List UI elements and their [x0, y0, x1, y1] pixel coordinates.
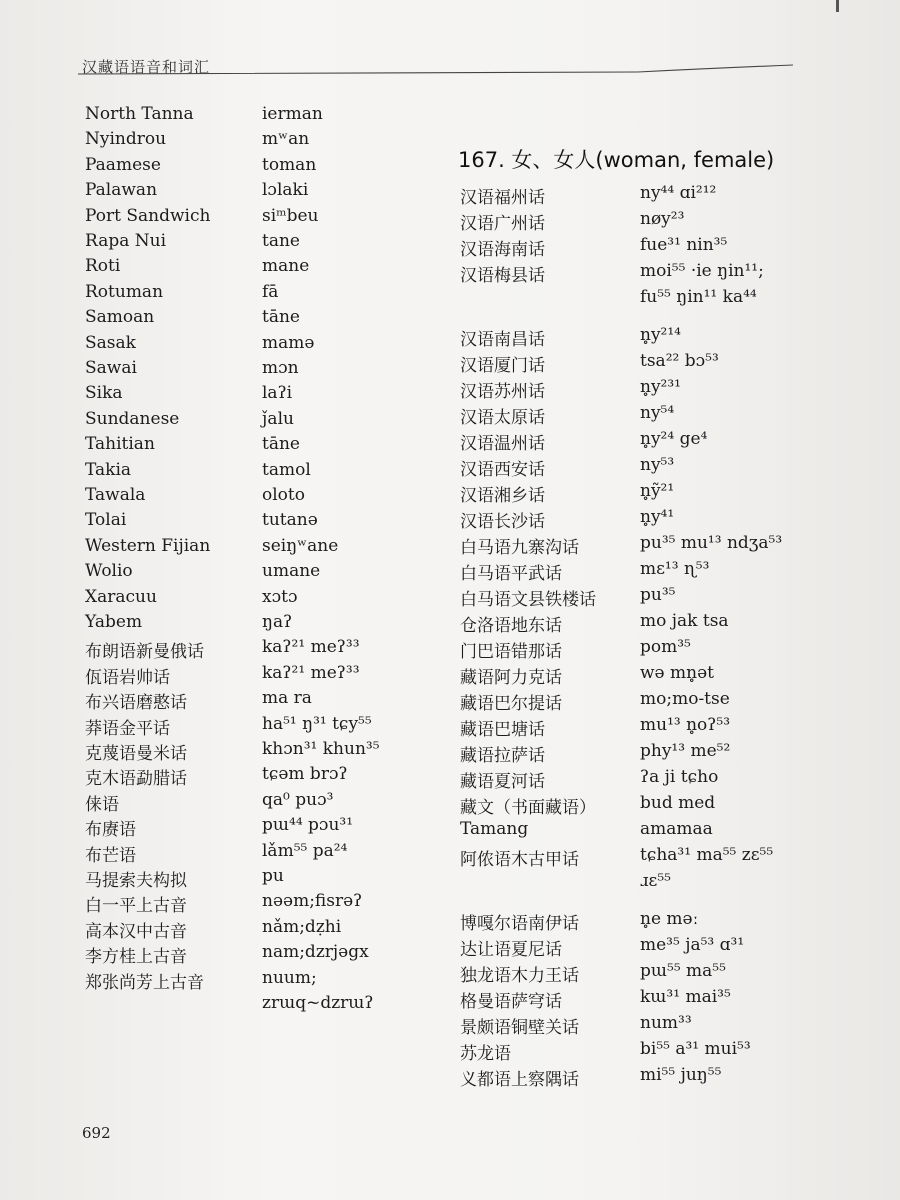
word-form: wə mn̥ət [640, 663, 714, 683]
language-name: 博嘎尔语南伊话 [460, 914, 579, 934]
running-head: 汉藏语语音和词汇 [82, 58, 211, 76]
section-title: 167. 女、女人(woman, female) [458, 148, 775, 172]
word-form: tɕha³¹ ma⁵⁵ zɛ⁵⁵ [640, 845, 774, 865]
word-form: mamə [262, 332, 315, 353]
language-name: Tahitian [85, 434, 155, 455]
word-form: ha⁵¹ ŋ³¹ tɕy⁵⁵ [262, 713, 372, 734]
word-form: mo jak tsa [640, 611, 729, 631]
word-form: mɛ¹³ ɳ⁵³ [640, 559, 710, 579]
language-name: Sundanese [85, 408, 180, 429]
language-name: 门巴语错那话 [460, 642, 562, 662]
word-form: ma ra [262, 688, 312, 709]
language-name: 景颇语铜壁关话 [460, 1018, 579, 1038]
language-name: 白马语九寨沟话 [460, 538, 579, 558]
language-name: 藏语巴尔提话 [460, 694, 562, 714]
page-edge-mark [836, 0, 839, 12]
language-name: 郑张尚芳上古音 [85, 972, 204, 993]
word-form: lɔlaki [262, 180, 309, 201]
language-name: Takia [85, 459, 132, 480]
word-form: nøy²³ [640, 209, 685, 229]
word-form: n̥y²³¹ [640, 377, 681, 397]
word-form: ŋaʔ [262, 612, 293, 632]
word-form: pu³⁵ mu¹³ ndʒa⁵³ [640, 533, 783, 553]
word-form: n̥ỹ²¹ [640, 481, 675, 501]
language-name: 汉语苏州话 [460, 382, 545, 402]
word-form: ny⁵⁴ [640, 403, 675, 423]
word-form: mu¹³ n̥oʔ⁵³ [640, 715, 731, 735]
language-name: 克木语勐腊话 [85, 769, 187, 790]
header-rule [78, 64, 793, 76]
language-name: 俫语 [85, 794, 119, 815]
language-name: 阿侬语木古甲话 [460, 850, 579, 870]
language-name: 格曼语萨穹话 [460, 992, 562, 1012]
word-form: toman [262, 154, 317, 175]
language-name: 白马语文县铁楼话 [460, 590, 596, 610]
word-form: ny⁴⁴ ɑi²¹² [640, 183, 717, 203]
word-form: laʔi [262, 383, 293, 404]
language-name: Port Sandwich [85, 205, 211, 226]
language-name: 汉语梅县话 [460, 266, 545, 286]
word-form: phy¹³ me⁵² [640, 741, 731, 761]
word-form: bi⁵⁵ a³¹ mui⁵³ [640, 1039, 751, 1059]
word-form: nǎm;dẓhi [262, 916, 342, 937]
language-name: 仓洛语地东话 [460, 616, 562, 636]
word-form: nam;dzrjəgx [262, 942, 369, 963]
language-name: 汉语长沙话 [460, 512, 545, 532]
word-form: pɯ⁵⁵ ma⁵⁵ [640, 961, 726, 981]
language-name: 白马语平武话 [460, 564, 562, 584]
word-form: umane [262, 561, 321, 582]
word-form: tsa²² bɔ⁵³ [640, 351, 719, 371]
language-name: 布赓语 [85, 820, 136, 841]
word-form: fā [262, 281, 279, 302]
language-name: Sawai [85, 358, 137, 378]
language-name: 汉语温州话 [460, 434, 545, 454]
word-form: kɯ³¹ mai³⁵ [640, 987, 731, 1007]
language-name: 布朗语新曼俄话 [85, 642, 204, 663]
language-name: 苏龙语 [460, 1044, 511, 1064]
word-form: kaʔ²¹ meʔ³³ [262, 662, 360, 683]
word-form: zrɯq~dzrɯʔ [262, 993, 374, 1013]
page-number: 692 [82, 1124, 111, 1142]
word-form: siᵐbeu [262, 205, 319, 226]
language-name: Paamese [85, 154, 161, 175]
word-form: oloto [262, 485, 305, 505]
language-name: 藏语巴塘话 [460, 720, 545, 740]
language-name: Sika [85, 383, 123, 404]
word-form: tutanə [262, 510, 318, 531]
language-name: 藏语阿力克话 [460, 668, 562, 688]
word-form: xɔtɔ [262, 586, 298, 607]
word-form: amamaa [640, 819, 713, 839]
language-name: 义都语上察隅话 [460, 1070, 579, 1090]
language-name: Sasak [85, 332, 136, 353]
word-form: khɔn³¹ khun³⁵ [262, 739, 380, 759]
language-name: 克蔑语曼米话 [85, 744, 187, 764]
language-name: 布兴语磨憨话 [85, 693, 187, 714]
word-form: tāne [262, 307, 300, 328]
language-name: Tamang [460, 819, 529, 839]
language-name: 达让语夏尼话 [460, 940, 562, 960]
word-form: pu [262, 866, 284, 886]
language-name: Nyindrou [85, 129, 167, 150]
language-name: 汉语湘乡话 [460, 486, 545, 506]
language-name: 汉语太原话 [460, 408, 545, 428]
word-form: kaʔ²¹ meʔ³³ [262, 637, 360, 658]
language-name: 汉语福州话 [460, 188, 545, 208]
word-form: fu⁵⁵ ŋin¹¹ ka⁴⁴ [640, 287, 757, 307]
language-name: 独龙语木力王话 [460, 966, 579, 986]
word-form: n̥y²¹⁴ [640, 325, 681, 345]
language-name: 汉语海南话 [460, 240, 545, 260]
word-form: ʔa ji tɕho [640, 767, 719, 787]
language-name: 汉语广州话 [460, 214, 545, 234]
language-name: 李方桂上古音 [85, 947, 187, 968]
word-form: pu³⁵ [640, 585, 676, 605]
language-name: 白一平上古音 [85, 896, 187, 917]
language-name: Palawan [85, 180, 158, 201]
language-name: 汉语厦门话 [460, 356, 545, 376]
word-form: pom³⁵ [640, 637, 691, 657]
word-form: bud med [640, 793, 716, 813]
language-name: 莽语金平话 [85, 718, 170, 739]
word-form: pɯ⁴⁴ pɔu³¹ [262, 815, 354, 836]
word-form: num³³ [640, 1013, 692, 1033]
word-form: tane [262, 231, 300, 251]
language-name: 汉语西安话 [460, 460, 545, 480]
word-form: ɹɛ⁵⁵ [640, 871, 671, 891]
language-name: 藏语夏河话 [460, 772, 545, 792]
word-form: fue³¹ nin³⁵ [640, 235, 728, 255]
language-name: Tolai [85, 510, 127, 531]
word-form: qa⁰ puɔ³ [262, 789, 334, 810]
language-name: Samoan [85, 307, 155, 328]
word-form: n̥y²⁴ ge⁴ [640, 429, 708, 449]
language-name: 佤语岩帅话 [85, 667, 170, 688]
word-form: lǎm⁵⁵ pa²⁴ [262, 840, 348, 861]
language-name: Tawala [85, 485, 146, 505]
word-form: tamol [262, 459, 311, 480]
language-name: Western Fijian [85, 535, 211, 556]
word-form: nuum; [262, 967, 317, 988]
word-form: moi⁵⁵ ·ie ŋin¹¹; [640, 261, 764, 281]
word-form: tɕəm brɔʔ [262, 764, 348, 785]
word-form: nəəm;fisrəʔ [262, 891, 363, 912]
word-form: mi⁵⁵ juŋ⁵⁵ [640, 1065, 722, 1085]
word-form: n̥y⁴¹ [640, 507, 675, 527]
word-form: ny⁵³ [640, 455, 675, 475]
word-form: ǰalu [262, 408, 294, 429]
language-name: 布芒语 [85, 845, 136, 866]
language-name: 高本汉中古音 [85, 921, 187, 942]
word-form: mo;mo-tse [640, 689, 730, 709]
word-form: ierman [262, 104, 323, 124]
language-name: 藏文（书面藏语） [460, 798, 596, 818]
word-form: mɔn [262, 358, 299, 378]
word-form: tāne [262, 434, 300, 455]
language-name: 汉语南昌话 [460, 330, 545, 350]
word-form: seiŋʷane [262, 535, 339, 556]
language-name: Xaracuu [85, 586, 157, 607]
word-form: mane [262, 256, 310, 277]
word-form: n̥e məː [640, 909, 699, 929]
language-name: 藏语拉萨话 [460, 746, 545, 766]
language-name: Roti [85, 256, 121, 277]
word-form: mʷan [262, 129, 310, 150]
language-name: Wolio [85, 561, 133, 582]
language-name: Rapa Nui [85, 231, 167, 251]
language-name: Rotuman [85, 281, 164, 302]
language-name: 马提索夫构拟 [85, 871, 187, 891]
word-form: me³⁵ ja⁵³ ɑ³¹ [640, 935, 745, 955]
language-name: Yabem [85, 612, 143, 632]
language-name: North Tanna [85, 104, 194, 124]
